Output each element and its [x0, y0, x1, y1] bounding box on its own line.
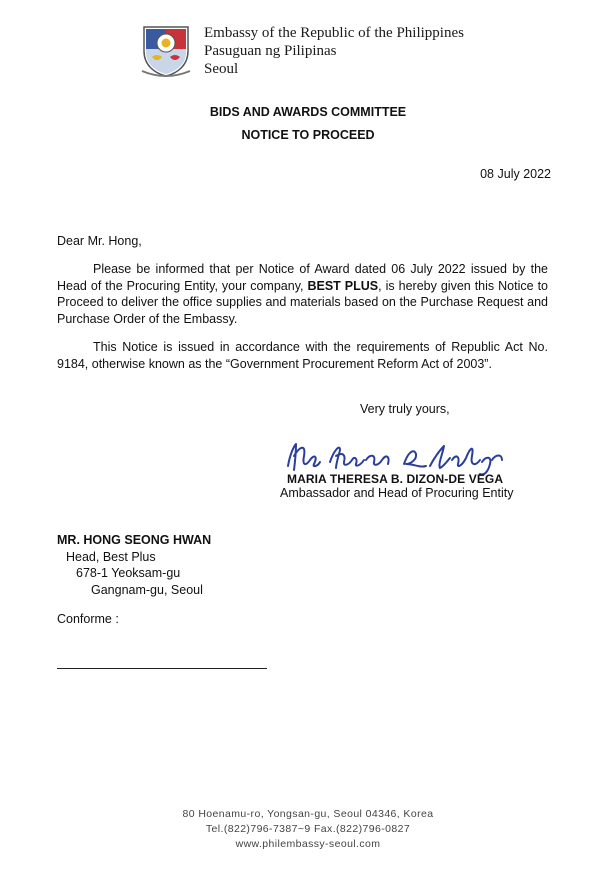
para1-text-b: , is hereby given this Notice to Proceed to deliver the office supplies and materials based on the Purchase Request and Purchase Order of the Embassy.: [57, 278, 548, 326]
notice-title: NOTICE TO PROCEED: [241, 128, 375, 142]
body-paragraph-1: [57, 261, 548, 327]
letterhead: [204, 24, 464, 78]
recipient-address-1: 678-1 Yeoksam-gu: [76, 566, 181, 580]
closing: Very truly yours,: [360, 402, 450, 416]
letter-date: 08 July 2022: [480, 167, 551, 181]
recipient-position: Head, Best Plus: [66, 549, 156, 564]
committee-heading: BIDS AND AWARDS COMMITTEE: [209, 105, 407, 119]
recipient-address-2: Gangnam-gu, Seoul: [91, 582, 203, 597]
letterhead-filipino: Pasuguan ng Pilipinas: [204, 43, 337, 59]
company-name: BEST PLUS: [307, 278, 379, 293]
footer-address: 80 Hoenamu-ro, Yongsan-gu, Seoul 04346, Korea: [182, 808, 434, 820]
recipient-block: [57, 532, 211, 598]
conforme-signature-line: [57, 668, 267, 669]
letterhead-embassy: Embassy of the Republic of the Philippines: [204, 25, 464, 41]
footer-contact: Tel.(822)796-7387~9 Fax.(822)796-0827: [205, 823, 411, 835]
philippine-coat-of-arms-icon: [138, 21, 194, 77]
salutation: Dear Mr. Hong,: [57, 234, 142, 248]
recipient-name: MR. HONG SEONG HWAN: [57, 533, 212, 547]
letterhead-city: Seoul: [204, 61, 239, 77]
para1-text-a: Please be informed that per Notice of Award dated 06 July 2022 issued by the Head of the Procuring Entity, your company,: [57, 262, 548, 293]
conforme-label: Conforme :: [57, 612, 119, 626]
signatory-title: Ambassador and Head of Procuring Entity: [280, 486, 514, 500]
signatory-name: MARIA THERESA B. DIZON-DE VEGA: [287, 472, 504, 486]
footer: [0, 807, 616, 852]
footer-website: www.philembassy-seoul.com: [235, 838, 381, 850]
body-paragraph-2: This Notice is issued in accordance with the requirements of Republic Act No. 9184, otherwise known as the “Government Procurement Reform Act of 2003”.: [57, 340, 548, 371]
